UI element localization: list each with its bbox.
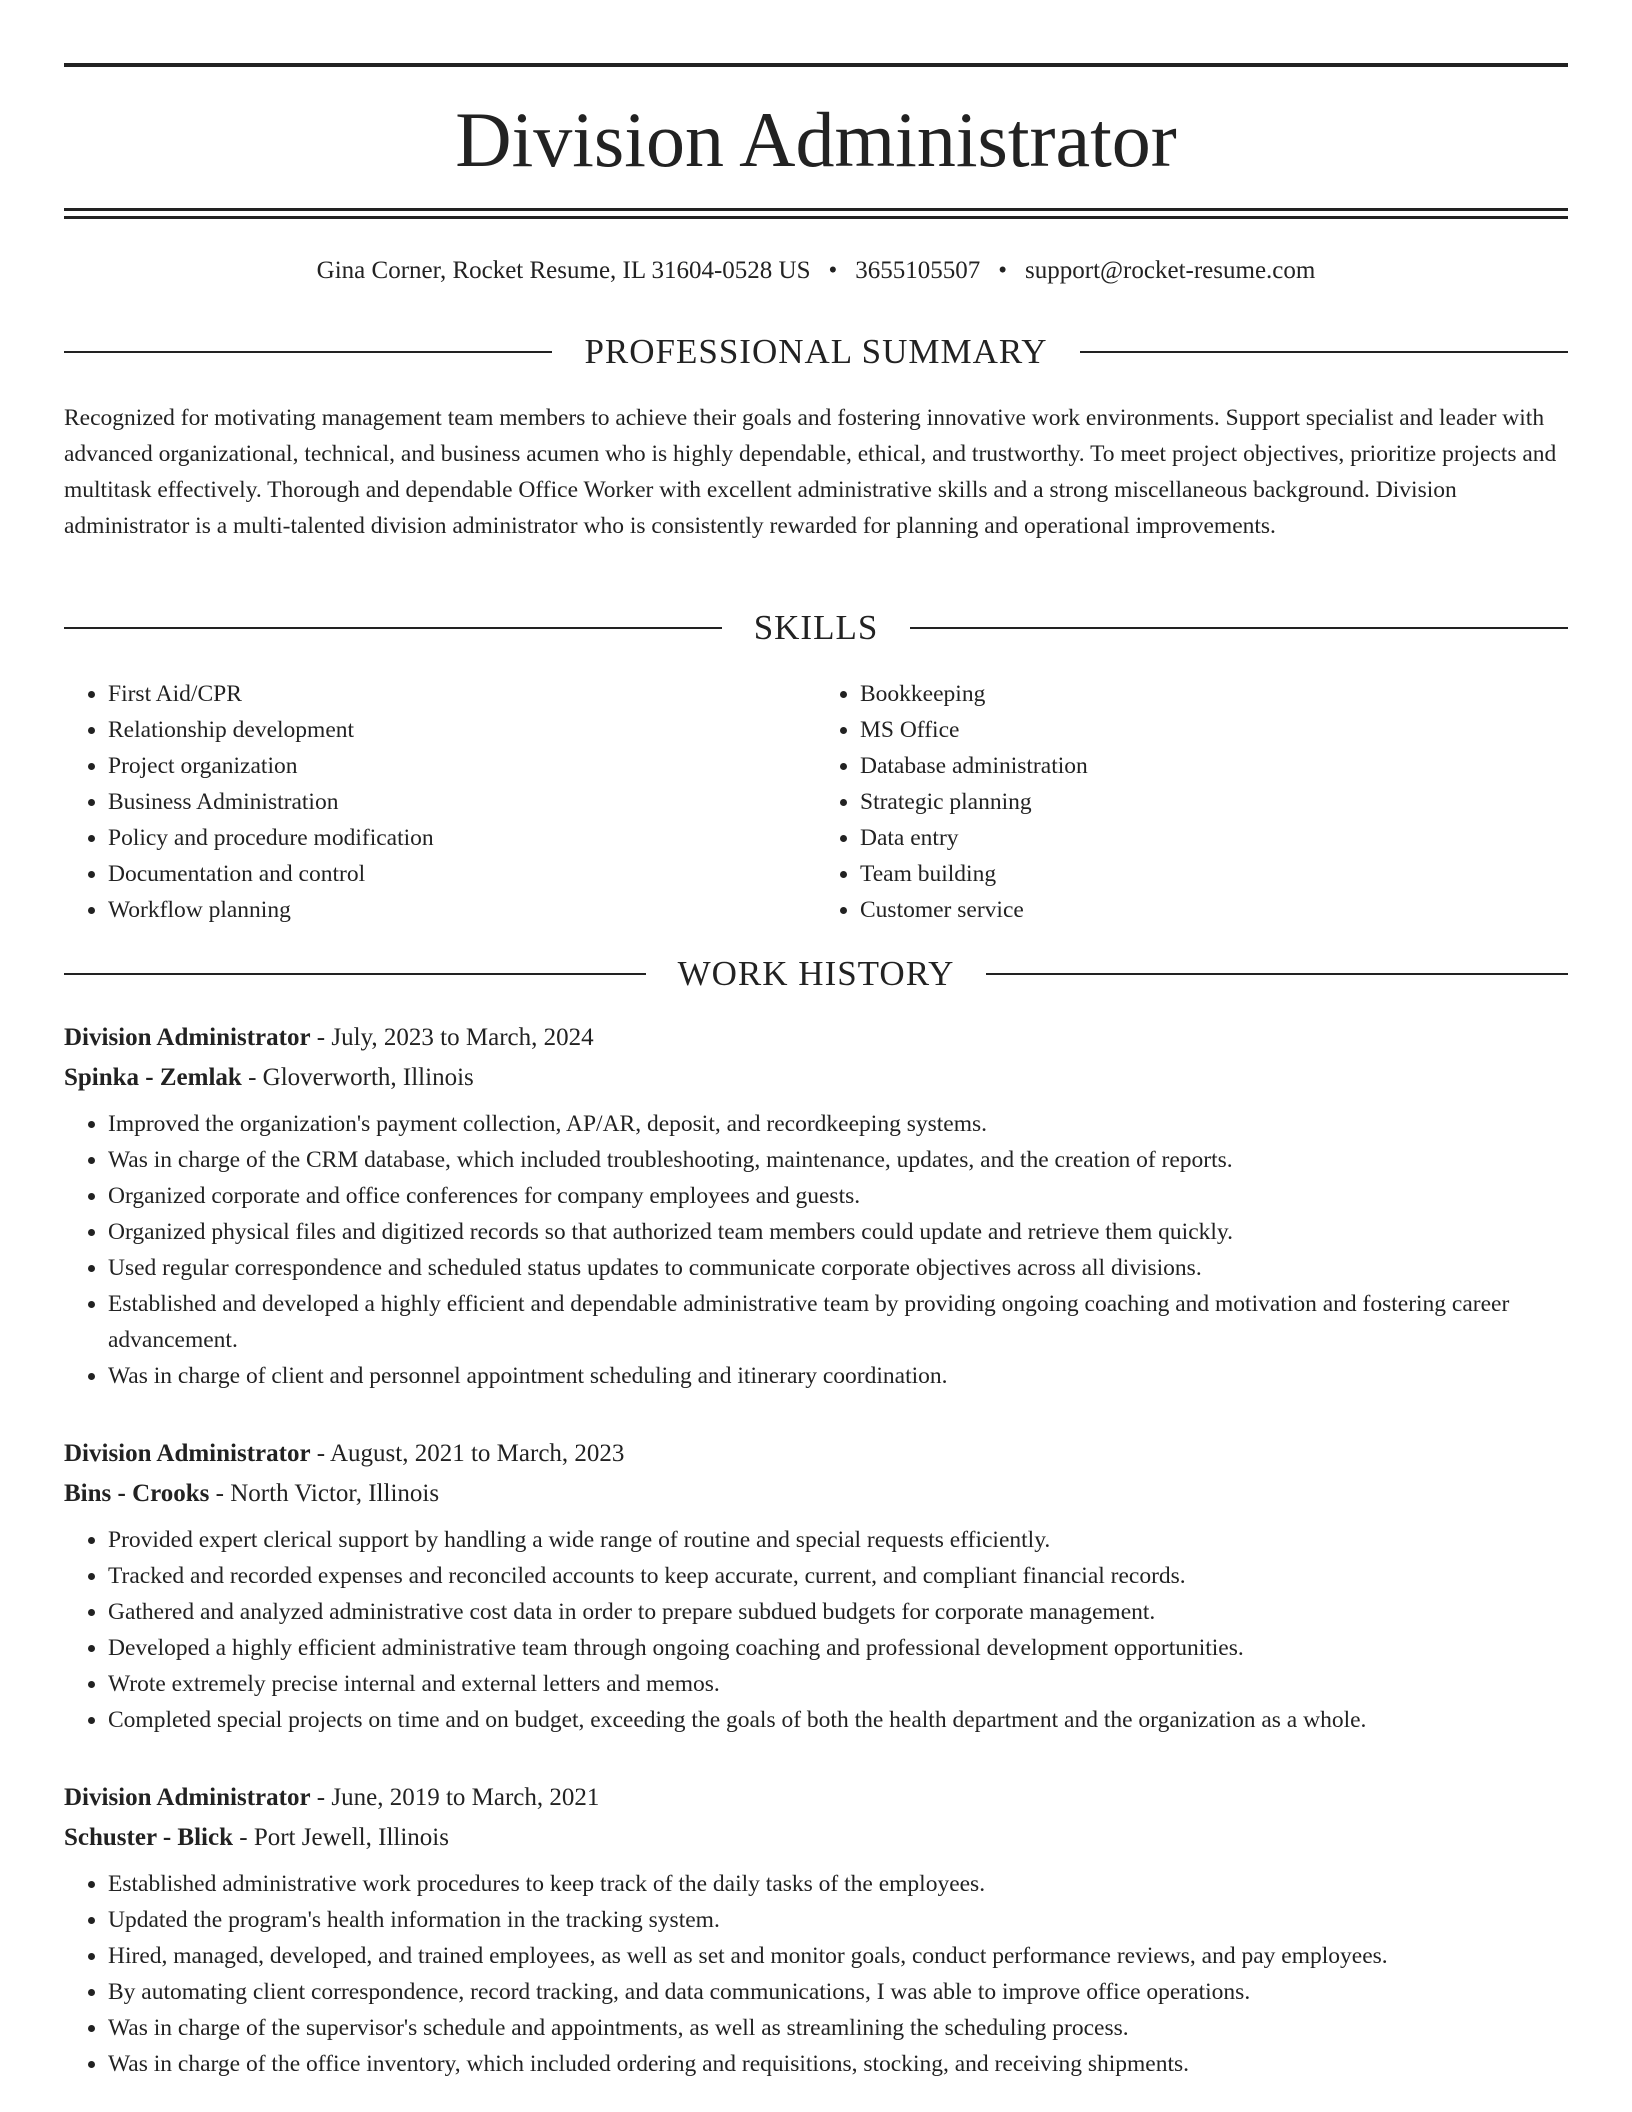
job-company-line [64,1474,1568,1514]
heading-rule-left [64,351,552,353]
job-dates: - August, 2021 to March, 2023 [310,1440,625,1467]
job-title-line [64,1778,1568,1818]
work-heading-label: WORK HISTORY [677,954,955,993]
skills-heading [64,608,1568,648]
contact-separator: • [828,257,838,284]
list-item: • Established and developed a highly efficient and dependable administrative team by providing ongoing coaching and motivation and fostering career advancement. [108,1286,1568,1358]
job-location: - North Victor, Illinois [209,1480,440,1507]
list-item: • Strategic planning [860,784,1568,820]
skills-column-left [64,676,816,928]
list-item: • Workflow planning [108,892,816,928]
list-item: • Bookkeeping [860,676,1568,712]
contact-separator: • [998,257,1008,284]
job-bullets [64,1106,1568,1394]
summary-heading [64,332,1568,372]
job-bullets [64,1522,1568,1738]
list-item: • Data entry [860,820,1568,856]
job-bullets [64,1866,1568,2082]
list-item: • MS Office [860,712,1568,748]
heading-rule-right [1080,351,1568,353]
list-item: • Established administrative work procedures to keep track of the daily tasks of the employees. [108,1866,1568,1902]
list-item: • Relationship development [108,712,816,748]
list-item: • Tracked and recorded expenses and reconciled accounts to keep accurate, current, and compliant financial records. [108,1558,1568,1594]
list-item: • Wrote extremely precise internal and external letters and memos. [108,1666,1568,1702]
list-item: • Completed special projects on time and on budget, exceeding the goals of both the health department and the organization as a whole. [108,1702,1568,1738]
contact-phone: 3655105507 [855,257,981,284]
list-item: • Was in charge of client and personnel appointment scheduling and itinerary coordination. [108,1358,1568,1394]
contact-address: Gina Corner, Rocket Resume, IL 31604-0528 US [316,257,811,284]
job-entry [64,1018,1568,1394]
list-item: • Project organization [108,748,816,784]
list-item: • Policy and procedure modification [108,820,816,856]
job-title: Division Administrator [64,1784,311,1811]
skills-list [64,676,1568,928]
heading-rule-right [910,627,1568,629]
summary-text: Recognized for motivating management team members to achieve their goals and fostering innovative work environments. Support specialist and leader with advanced organizational, technical, and business acumen who is highly dependable, ethical, and trustworthy. To meet project objectives, prioritize projects and multitask effectively. Thorough and dependable Office Worker with excellent administrative skills and a strong miscellaneous background. Division administrator is a multi-talented division administrator who is consistently rewarded for planning and operational improvements. [64,405,1557,539]
list-item: • Used regular correspondence and scheduled status updates to communicate corporate objectives across all divisions. [108,1250,1568,1286]
heading-rule-right [986,973,1568,975]
list-item: • Gathered and analyzed administrative cost data in order to prepare subdued budgets for corporate management. [108,1594,1568,1630]
list-item: • Organized corporate and office conferences for company employees and guests. [108,1178,1568,1214]
job-entry [64,1778,1568,2082]
summary-heading-label: PROFESSIONAL SUMMARY [584,332,1048,371]
job-dates: - June, 2019 to March, 2021 [310,1784,600,1811]
list-item: • Customer service [860,892,1568,928]
job-title-line [64,1434,1568,1474]
contact-email: support@rocket-resume.com [1025,257,1316,284]
header-double-rule-upper [64,208,1568,211]
job-company: Schuster - Blick [64,1824,233,1851]
job-location: - Port Jewell, Illinois [233,1824,449,1851]
job-company-line [64,1818,1568,1858]
list-item: • First Aid/CPR [108,676,816,712]
list-item: • Hired, managed, developed, and trained employees, as well as set and monitor goals, conduct performance reviews, and pay employees. [108,1938,1568,1974]
list-item: • Organized physical files and digitized records so that authorized team members could update and retrieve them quickly. [108,1214,1568,1250]
list-item: • Improved the organization's payment collection, AP/AR, deposit, and recordkeeping systems. [108,1106,1568,1142]
contact-line [64,255,1568,287]
header-double-rule-lower [64,216,1568,219]
top-rule [64,63,1568,67]
heading-rule-left [64,973,646,975]
list-item: • Was in charge of the office inventory, which included ordering and requisitions, stocking, and receiving shipments. [108,2046,1568,2082]
job-company: Bins - Crooks [64,1480,210,1507]
job-title: Division Administrator [64,1024,311,1051]
skills-heading-label: SKILLS [753,608,879,647]
job-entry [64,1434,1568,1738]
heading-rule-left [64,627,722,629]
list-item: • Documentation and control [108,856,816,892]
job-title: Division Administrator [64,1440,311,1467]
job-company: Spinka - Zemlak [64,1064,242,1091]
list-item: • Team building [860,856,1568,892]
list-item: • Database administration [860,748,1568,784]
skills-column-right [816,676,1568,928]
job-dates: - July, 2023 to March, 2024 [310,1024,594,1051]
job-location: - Gloverworth, Illinois [241,1064,474,1091]
list-item: • By automating client correspondence, record tracking, and data communications, I was able to improve office operations. [108,1974,1568,2010]
job-company-line [64,1058,1568,1098]
list-item: • Updated the program's health information in the tracking system. [108,1902,1568,1938]
list-item: • Was in charge of the supervisor's schedule and appointments, as well as streamlining the scheduling process. [108,2010,1568,2046]
job-title-line [64,1018,1568,1058]
page-title: Division Administrator [455,96,1177,183]
list-item: • Was in charge of the CRM database, which included troubleshooting, maintenance, updates, and the creation of reports. [108,1142,1568,1178]
work-heading [64,954,1568,994]
list-item: • Developed a highly efficient administrative team through ongoing coaching and professional development opportunities. [108,1630,1568,1666]
list-item: • Provided expert clerical support by handling a wide range of routine and special requests efficiently. [108,1522,1568,1558]
list-item: • Business Administration [108,784,816,820]
